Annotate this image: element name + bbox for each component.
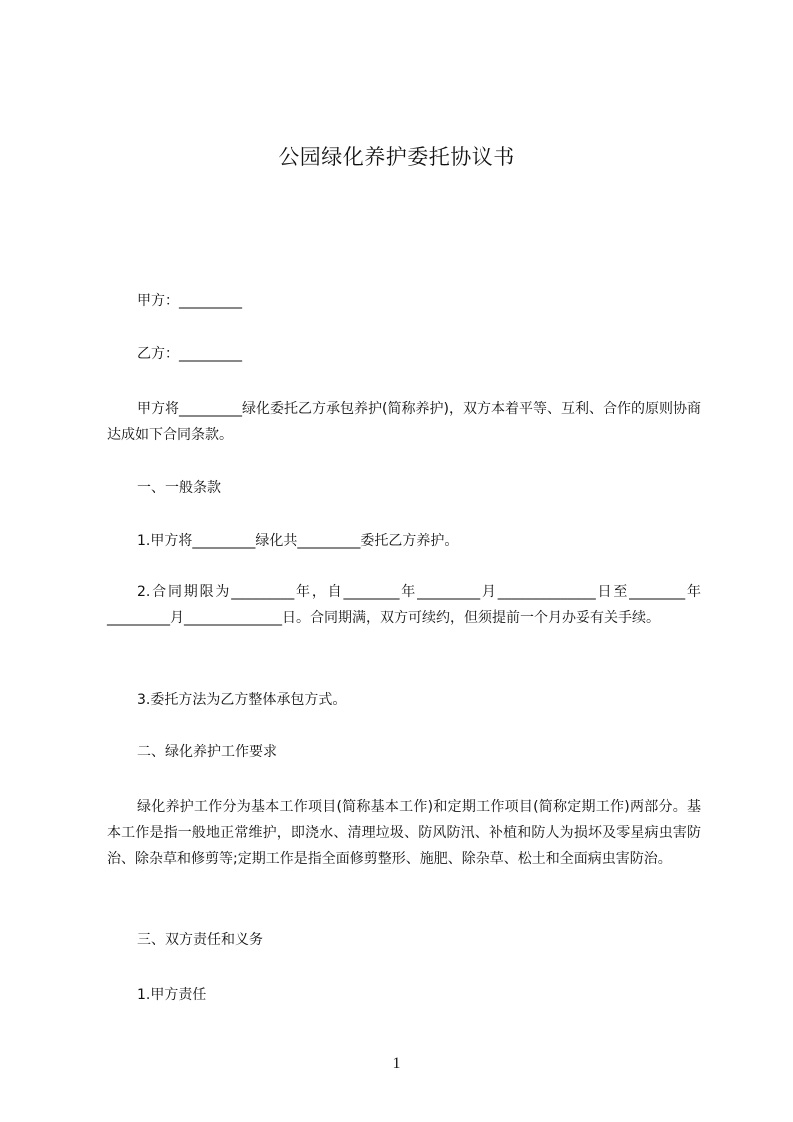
party-a-line: 甲方：_________ — [137, 293, 242, 309]
section-3-heading: 三、双方责任和义务 — [137, 932, 263, 948]
document-title: 公园绿化养护委托协议书 — [278, 145, 515, 169]
section-2-heading: 二、绿化养护工作要求 — [137, 744, 277, 760]
section-1-heading: 一、一般条款 — [137, 480, 221, 496]
section-2-body: 绿化养护工作分为基本工作项目(简称基本工作)和定期工作项目(简称定期工作)两部分。基本工作是指一般地正常维护，即浇水、清理垃圾、防风防汛、补植和防人为损坏及零星病虫害防治、除杂草和修剪等;定期工作是指全面修剪整形、施肥、除杂草、松土和全面病虫害防治。 — [107, 799, 701, 867]
party-b-line: 乙方：_________ — [137, 346, 242, 362]
page-number: 1 — [392, 1055, 401, 1072]
clause-1-3: 3.委托方法为乙方整体承包方式。 — [137, 692, 347, 708]
clause-1-2: 2.合同期限为_________年，自________年_________月______________日至________年_________月______________日。合同期满，双方可续约，但须提前一个月办妥有关手续。 — [107, 584, 701, 626]
clause-3-1: 1.甲方责任 — [137, 987, 207, 1003]
clause-1-1: 1.甲方将_________绿化共_________委托乙方养护。 — [137, 533, 459, 549]
intro-paragraph: 甲方将_________绿化委托乙方承包养护(简称养护)，双方本着平等、互利、合作的原则协商达成如下合同条款。 — [107, 401, 701, 443]
